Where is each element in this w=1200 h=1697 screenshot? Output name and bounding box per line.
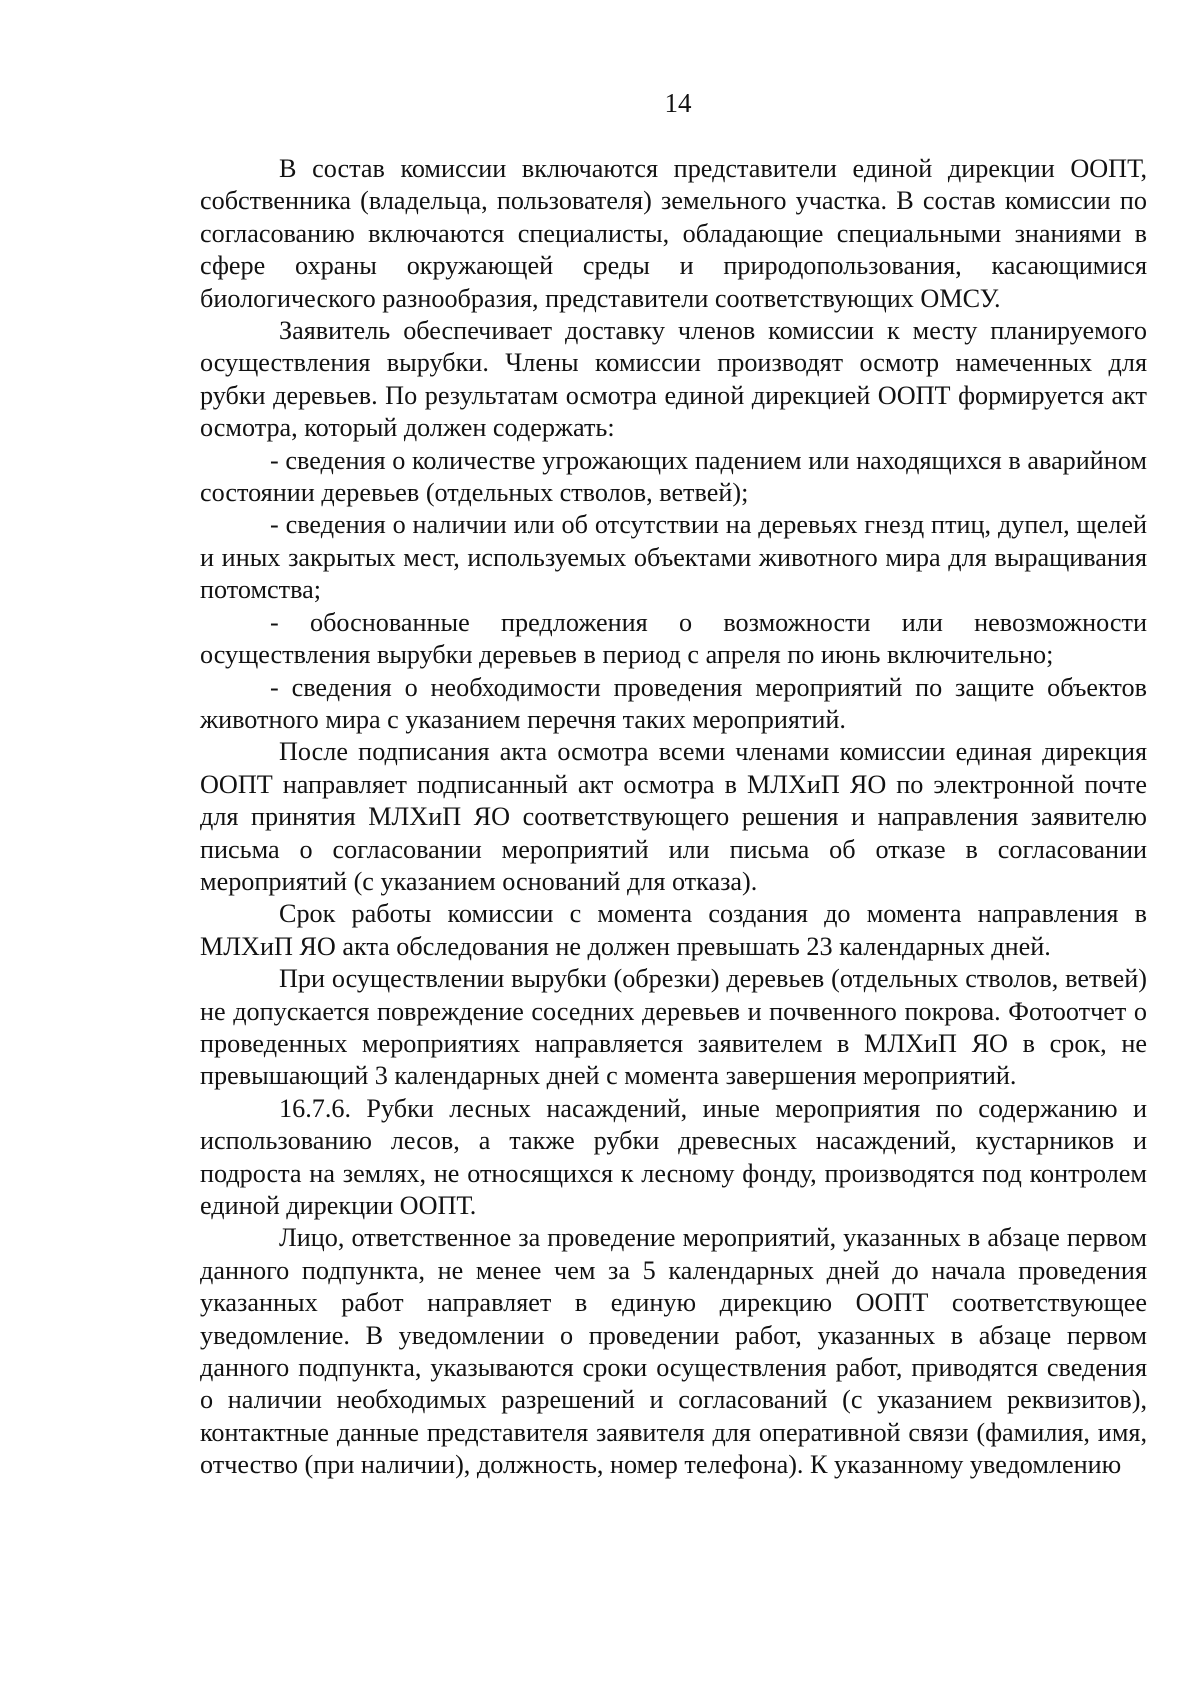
paragraph-commission-composition: В состав комиссии включаются представители единой дирекции ООПТ, собственника (владельца, пользователя) земельного участка. В состав комиссии по согласованию включаются специалисты, обладающие специальными знаниями в сфере охраны окружающей среды и природопользования, касающимися биологического разнообразия, представители соответствующих ОМСУ. — [200, 154, 1147, 313]
list-item-felling-period: - обоснованные предложения о возможности или невозможности осуществления вырубки деревьев в период с апреля по июнь включительно; — [200, 607, 1147, 670]
list-item-protection-measures: - сведения о необходимости проведения мероприятий по защите объектов животного мира с указанием перечня таких мероприятий. — [200, 672, 1147, 734]
paragraph-felling-execution: При осуществлении вырубки (обрезки) деревьев (отдельных стволов, ветвей) не допускается повреждение соседних деревьев и почвенного покрова. Фотоотчет о проведенных мероприятиях направляется заявителем в МЛХиП ЯО в срок, не превышающий 3 календарных дней с момента завершения мероприятий. — [200, 964, 1147, 1091]
paragraph-commission-term: Срок работы комиссии с момента создания до момента направления в МЛХиП ЯО акта обследования не должен превышать 23 календарных дней. — [200, 899, 1147, 961]
page-number: 14 — [664, 88, 692, 118]
paragraph-section-16-7-6: 16.7.6. Рубки лесных насаждений, иные мероприятия по содержанию и использованию лесов, а также рубки древесных насаждений, кустарников и подроста на землях, не относящихся к лесному фонду, производятся под контролем единой дирекции ООПТ. — [200, 1093, 1147, 1220]
document-body — [200, 153, 1147, 1482]
list-item-nests: - сведения о наличии или об отсутствии на деревьях гнезд птиц, дупел, щелей и иных закрытых мест, используемых объектами животного мира для выращивания потомства; — [200, 510, 1147, 605]
paragraph-act-signing: После подписания акта осмотра всеми членами комиссии единая дирекция ООПТ направляет подписанный акт осмотра в МЛХиП ЯО по электронной почте для принятия МЛХиП ЯО соответствующего решения и направления заявителю письма о согласовании мероприятий или письма об отказе в согласовании мероприятий (с указанием оснований для отказа). — [200, 737, 1147, 896]
list-item-hazard-trees: - сведения о количестве угрожающих падением или находящихся в аварийном состоянии деревьев (отдельных стволов, ветвей); — [200, 445, 1147, 508]
paragraph-applicant-delivery: Заявитель обеспечивает доставку членов комиссии к месту планируемого осуществления вырубки. Члены комиссии производят осмотр намеченных для рубки деревьев. По результатам осмотра единой дирекцией ООПТ формируется акт осмотра, который должен содержать: — [200, 316, 1147, 443]
paragraph-notification: Лицо, ответственное за проведение мероприятий, указанных в абзаце первом данного подпункта, не менее чем за 5 календарных дней до начала проведения указанных работ направляет в единую дирекцию ООПТ соответствующее уведомление. В уведомлении о проведении работ, указанных в абзаце первом данного подпункта, указываются сроки осуществления работ, приводятся сведения о наличии необходимых разрешений и согласований (с указанием реквизитов), контактные данные представителя заявителя для оперативной связи (фамилия, имя, отчество (при наличии), должность, номер телефона). К указанному уведомлению — [200, 1223, 1147, 1480]
